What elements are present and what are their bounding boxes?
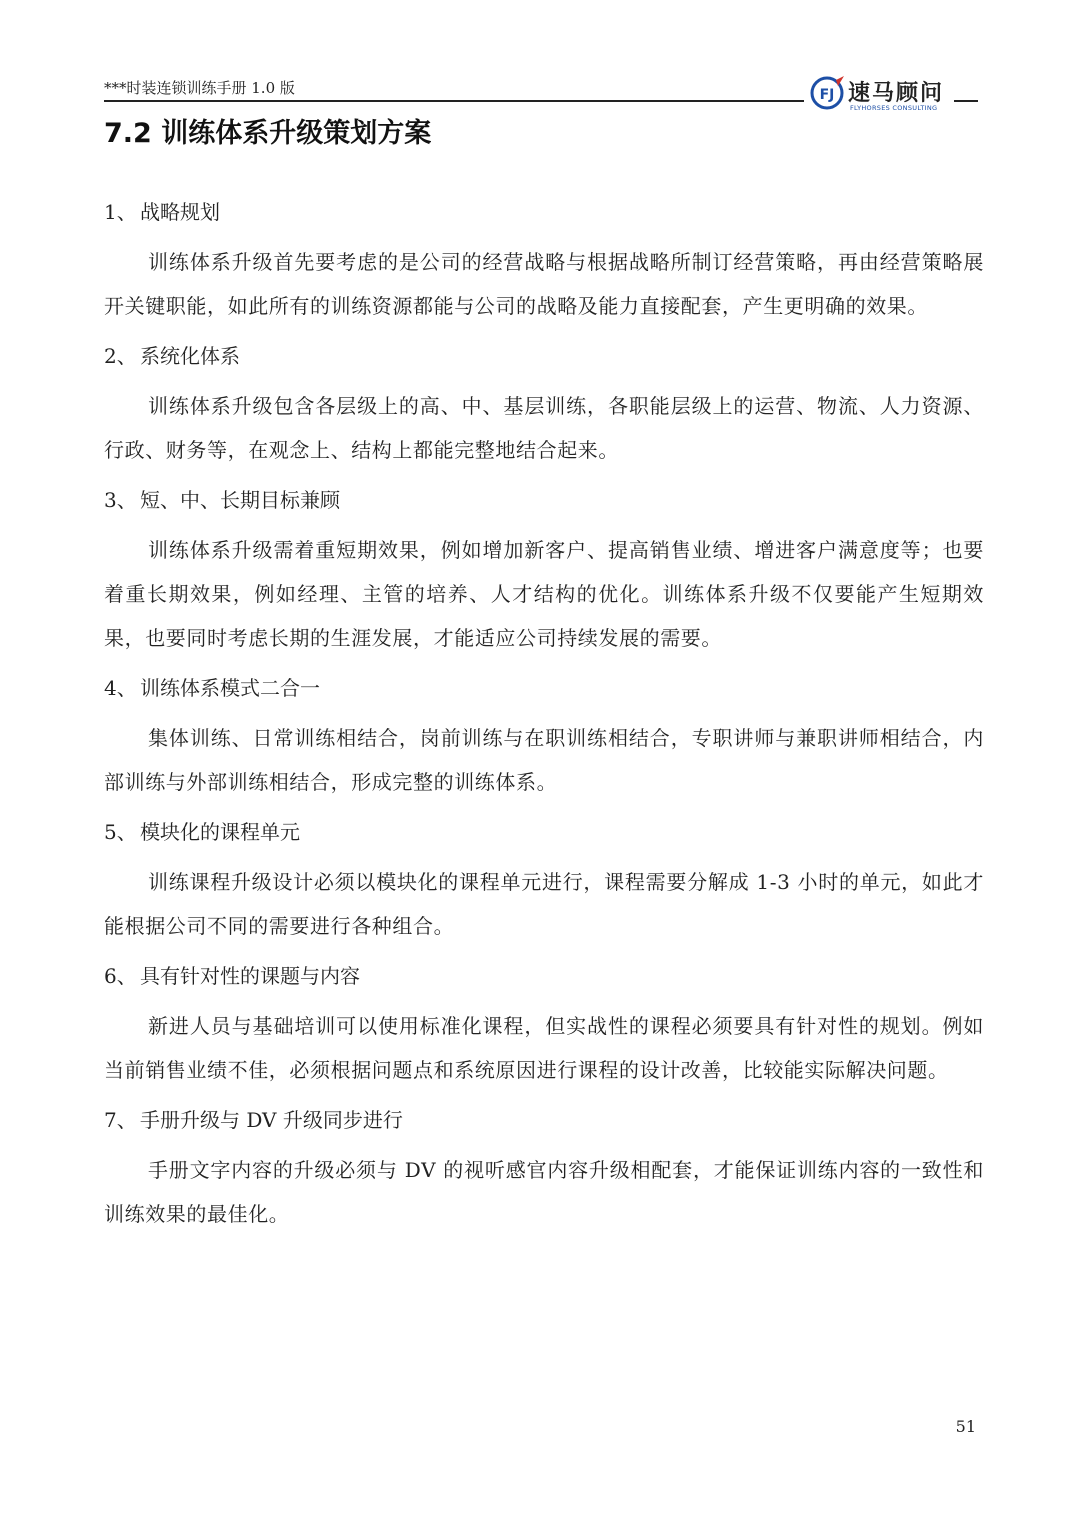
- item-paragraph: 训练体系升级包含各层级上的高、中、基层训练，各职能层级上的运营、物流、人力资源、行政、财务等，在观念上、结构上都能完整地结合起来。: [104, 394, 984, 462]
- item-number: 7、: [104, 1108, 137, 1132]
- item-paragraph: 训练课程升级设计必须以模块化的课程单元进行，课程需要分解成 1-3 小时的单元，如此才能根据公司不同的需要进行各种组合。: [104, 870, 984, 938]
- item-number: 2、: [104, 344, 137, 368]
- header-doc-title: ***时装连锁训练手册 1.0 版: [104, 79, 295, 97]
- item-3: [104, 478, 984, 660]
- item-paragraph: 新进人员与基础培训可以使用标准化课程，但实战性的课程必须要具有针对性的规划。例如当前销售业绩不佳，必须根据问题点和系统原因进行课程的设计改善，比较能实际解决问题。: [104, 1014, 984, 1082]
- item-4: [104, 666, 984, 804]
- item-6: [104, 954, 984, 1092]
- item-heading: [104, 666, 984, 710]
- logo-name: 速马顾问: [848, 81, 945, 106]
- item-7: [104, 1098, 984, 1236]
- item-heading-text: 模块化的课程单元: [140, 820, 300, 844]
- logo: [808, 74, 956, 118]
- item-heading-text: 训练体系模式二合一: [140, 676, 320, 700]
- header-rule: [104, 100, 804, 102]
- item-heading: [104, 190, 984, 234]
- logo-mark-icon: [808, 74, 846, 112]
- item-number: 1、: [104, 200, 137, 224]
- item-heading: [104, 334, 984, 378]
- item-5: [104, 810, 984, 948]
- item-paragraph: 集体训练、日常训练相结合，岗前训练与在职训练相结合，专职讲师与兼职讲师相结合，内部训练与外部训练相结合，形成完整的训练体系。: [104, 726, 984, 794]
- logo-mark-text: FJ: [819, 87, 835, 103]
- item-number: 3、: [104, 488, 137, 512]
- item-heading: [104, 954, 984, 998]
- item-1: [104, 190, 984, 328]
- item-number: 5、: [104, 820, 137, 844]
- page-number: 51: [955, 1417, 976, 1436]
- item-heading-text: 具有针对性的课题与内容: [140, 964, 360, 988]
- item-2: [104, 334, 984, 472]
- item-paragraph: 训练体系升级首先要考虑的是公司的经营战略与根据战略所制订经营策略，再由经营策略展开关键职能，如此所有的训练资源都能与公司的战略及能力直接配套，产生更明确的效果。: [104, 250, 984, 318]
- logo-subtitle: FLYHORSES CONSULTING: [850, 104, 938, 112]
- item-paragraph: 手册文字内容的升级必须与 DV 的视听感官内容升级相配套，才能保证训练内容的一致性和训练效果的最佳化。: [104, 1158, 984, 1226]
- header-rule-right: [954, 100, 978, 102]
- section-title: 7.2 训练体系升级策划方案: [104, 118, 432, 149]
- item-heading-text: 战略规划: [140, 200, 220, 224]
- item-number: 6、: [104, 964, 137, 988]
- item-number: 4、: [104, 676, 137, 700]
- item-heading: [104, 1098, 984, 1142]
- item-heading-text: 手册升级与 DV 升级同步进行: [140, 1108, 403, 1132]
- item-heading: [104, 478, 984, 522]
- item-heading-text: 系统化体系: [140, 344, 240, 368]
- item-heading-text: 短、中、长期目标兼顾: [140, 488, 340, 512]
- content: [104, 190, 984, 1242]
- item-heading: [104, 810, 984, 854]
- item-paragraph: 训练体系升级需着重短期效果，例如增加新客户、提高销售业绩、增进客户满意度等；也要着重长期效果，例如经理、主管的培养、人才结构的优化。训练体系升级不仅要能产生短期效果，也要同时考虑长期的生涯发展，才能适应公司持续发展的需要。: [104, 538, 984, 650]
